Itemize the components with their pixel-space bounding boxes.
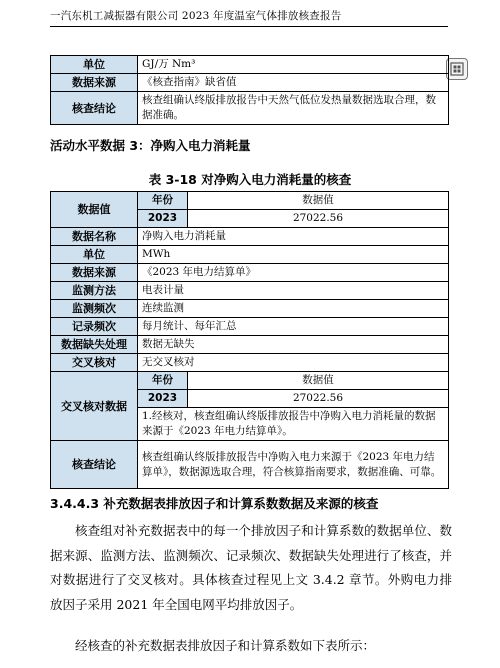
cross-note: 1.经核对，核查组确认终版排放报告中净购入电力消耗量的数据来源于《2023 年电力结算单》。 (138, 408, 449, 441)
record-value: 每月统计、每年汇总 (138, 318, 449, 336)
page-header: 一汽东机工减振器有限公司 2023 年度温室气体排放核查报告 (50, 8, 448, 27)
source-value-main: 《2023 年电力结算单》 (138, 264, 449, 282)
cross-label: 交叉核对 (51, 354, 138, 372)
table-caption: 表 3-18 对净购入电力消耗量的核查 (148, 172, 352, 187)
top-table (50, 55, 449, 125)
conclusion-label: 核查结论 (51, 92, 138, 125)
conclusion-label-main: 核查结论 (51, 441, 138, 489)
body-paragraph: 核查组对补充数据表中的每一个排放因子和计算系数的数据单位、数据来源、监测方法、监测频次、记录频次、数据缺失处理进行了核查，并对数据进行了交叉核对。具体核查过程见上文 3.4.2 章节。外购电力排放因子采用 2021 年全国电网平均排放因子。 (50, 523, 452, 612)
name-value: 净购入电力消耗量 (138, 228, 449, 246)
unit-label: 单位 (51, 56, 138, 74)
cross-value-cell: 27022.56 (188, 390, 449, 408)
unit-value-main: MWh (138, 246, 449, 264)
method-value: 电表计量 (138, 282, 449, 300)
value-header: 数据值 (188, 192, 449, 210)
value-cell: 27022.56 (188, 210, 449, 228)
cross-year-cell: 2023 (138, 390, 188, 408)
name-label: 数据名称 (51, 228, 138, 246)
method-label: 监测方法 (51, 282, 138, 300)
unit-value: GJ/万 Nm³ (138, 56, 449, 74)
body-paragraph-2: 经核查的补充数据表排放因子和计算系数如下表所示： (75, 638, 376, 653)
cross-value: 无交叉核对 (138, 354, 449, 372)
section-title: 活动水平数据 3：净购入电力消耗量 (50, 138, 251, 153)
missing-value: 数据无缺失 (138, 336, 449, 354)
cross-year-header: 年份 (138, 372, 188, 390)
subsection-title: 3.4.4.3 补充数据表排放因子和计算系数数据及来源的核查 (50, 496, 379, 511)
source-label-main: 数据来源 (51, 264, 138, 282)
unit-label-main: 单位 (51, 246, 138, 264)
conclusion-value-main: 核查组确认终版排放报告中净购入电力来源于《2023 年电力结算单》，数据源选取合理，符合核算指南要求，数据准确、可靠。 (138, 441, 449, 489)
main-table (50, 191, 449, 489)
missing-label: 数据缺失处理 (51, 336, 138, 354)
conclusion-value: 核查组确认终版排放报告中天然气低位发热量数据选取合理，数据准确。 (138, 92, 449, 125)
year-cell: 2023 (138, 210, 188, 228)
data-value-label: 数据值 (51, 192, 138, 228)
record-label: 记录频次 (51, 318, 138, 336)
year-header: 年份 (138, 192, 188, 210)
cross-data-label: 交叉核对数据 (51, 372, 138, 441)
freq-label: 监测频次 (51, 300, 138, 318)
freq-value: 连续监测 (138, 300, 449, 318)
source-value: 《核查指南》缺省值 (138, 74, 449, 92)
scan-tool-icon[interactable] (446, 58, 468, 80)
cross-value-header: 数据值 (188, 372, 449, 390)
source-label: 数据来源 (51, 74, 138, 92)
